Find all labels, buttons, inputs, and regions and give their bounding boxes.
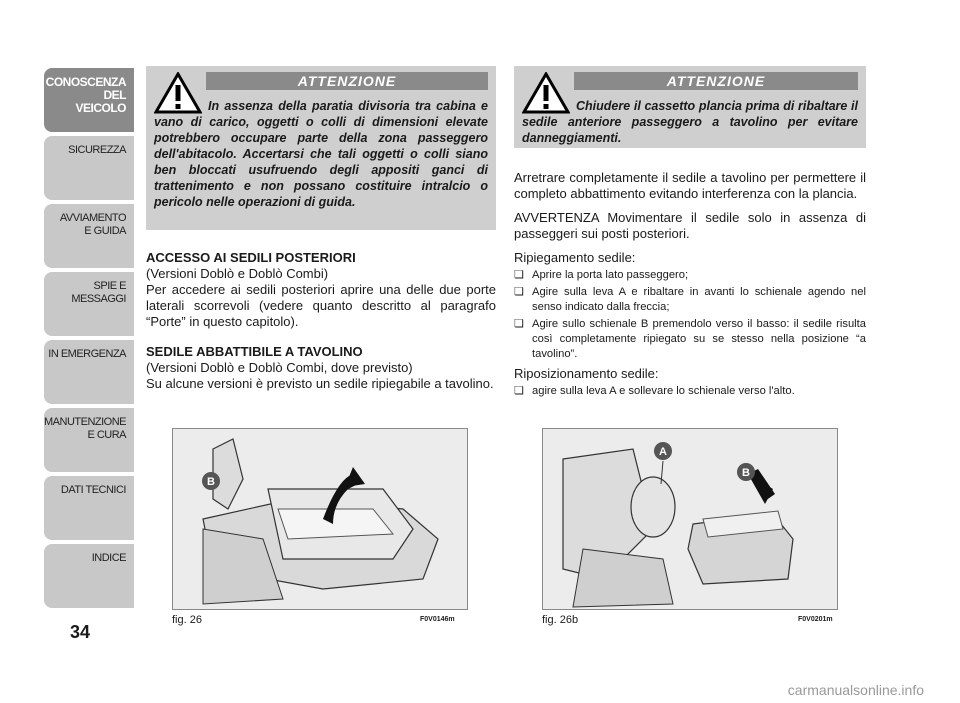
warning-text: Chiudere il cassetto plancia prima di ribaltare il sedile anteriore passeggero a tavolino per evitare danneggiamenti. xyxy=(522,99,858,145)
section-subtitle: (Versioni Doblò e Doblò Combi, dove previsto) xyxy=(146,360,413,375)
label-b: B xyxy=(742,467,750,479)
paragraph: Per accedere ai sedili posteriori aprire una delle due porte laterali scorrevoli (vedere quanto descritto al paragrafo “Porte” in questo capitolo). xyxy=(146,282,496,329)
tab-avviamento-e-guida[interactable]: AVVIAMENTO E GUIDA xyxy=(44,204,134,268)
paragraph: Arretrare completamente il sedile a tavolino per permettere il completo abbattimento evitando interferenza con la plancia. xyxy=(514,170,866,201)
list-item: ❏ Aprire la porta lato passeggero; xyxy=(514,268,866,283)
chapter-tabs xyxy=(44,68,134,612)
warning-box-left xyxy=(146,66,496,230)
page-number: 34 xyxy=(70,622,91,642)
tab-in-emergenza[interactable]: IN EMERGENZA xyxy=(44,340,134,404)
tab-sicurezza[interactable]: SICUREZZA xyxy=(44,136,134,200)
tab-spie-e-messaggi[interactable]: SPIE E MESSAGGI xyxy=(44,272,134,336)
section-subtitle: (Versioni Doblò e Doblò Combi) xyxy=(146,266,329,281)
list-title: Riposizionamento sedile: xyxy=(514,366,659,381)
paragraph: Su alcune versioni è previsto un sedile ripiegabile a tavolino. xyxy=(146,376,494,391)
figure-caption: fig. 26 xyxy=(172,614,202,626)
list-title: Ripiegamento sedile: xyxy=(514,250,636,265)
figure-26 xyxy=(172,428,468,610)
section-heading: ACCESSO AI SEDILI POSTERIORI xyxy=(146,250,356,265)
seat-illustration xyxy=(173,429,468,610)
warning-text: In assenza della paratia divisoria tra cabina e vano di carico, oggetti o colli di dimensioni elevate potrebbero occupare parte della zona passeggero dell'abitacolo. Accertarsi che tali oggetti o colli siano ben bloccati usufruendo degli appositi ganci di trattenimento e non possano costituire intralcio o pericolo nelle operazioni di guida. xyxy=(154,99,488,209)
label-a: A xyxy=(659,446,667,458)
section-heading: SEDILE ABBATTIBILE A TAVOLINO xyxy=(146,344,363,359)
right-column xyxy=(514,170,866,403)
left-column xyxy=(146,250,496,392)
list-item: ❏ Agire sullo schienale B premendolo verso il basso: il sedile risulta così completamente ripiegato su se stesso nella posizione “a tavolino”. xyxy=(514,317,866,362)
list-item: ❏ Agire sulla leva A e ribaltare in avanti lo schienale agendo nel senso indicato dalla freccia; xyxy=(514,285,866,315)
tab-conoscenza-del-veicolo[interactable]: CONOSCENZA DEL VEICOLO xyxy=(44,68,134,132)
warning-triangle-icon xyxy=(154,72,202,114)
figure-code: F0V0146m xyxy=(420,616,455,623)
figure-code: F0V0201m xyxy=(798,616,833,623)
warning-triangle-icon xyxy=(522,72,570,114)
figure-caption: fig. 26b xyxy=(542,614,579,626)
list-item: ❏ agire sulla leva A e sollevare lo schienale verso l'alto. xyxy=(514,384,866,399)
watermark: carmanualsonline.info xyxy=(787,682,924,698)
figure-26b xyxy=(542,428,838,610)
fold-steps-list xyxy=(514,268,866,362)
paragraph: AVVERTENZA Movimentare il sedile solo in assenza di passeggeri sui posti posteriori. xyxy=(514,210,866,241)
tab-dati-tecnici[interactable]: DATI TECNICI xyxy=(44,476,134,540)
reset-steps-list xyxy=(514,384,866,399)
warning-box-right xyxy=(514,66,866,148)
label-b: B xyxy=(207,476,215,488)
tab-manutenzione-e-cura[interactable]: MANUTENZIONE E CURA xyxy=(44,408,134,472)
warning-title: ATTENZIONE xyxy=(206,72,488,90)
seat-illustration xyxy=(543,429,838,610)
tab-indice[interactable]: INDICE xyxy=(44,544,134,608)
warning-title: ATTENZIONE xyxy=(574,72,858,90)
